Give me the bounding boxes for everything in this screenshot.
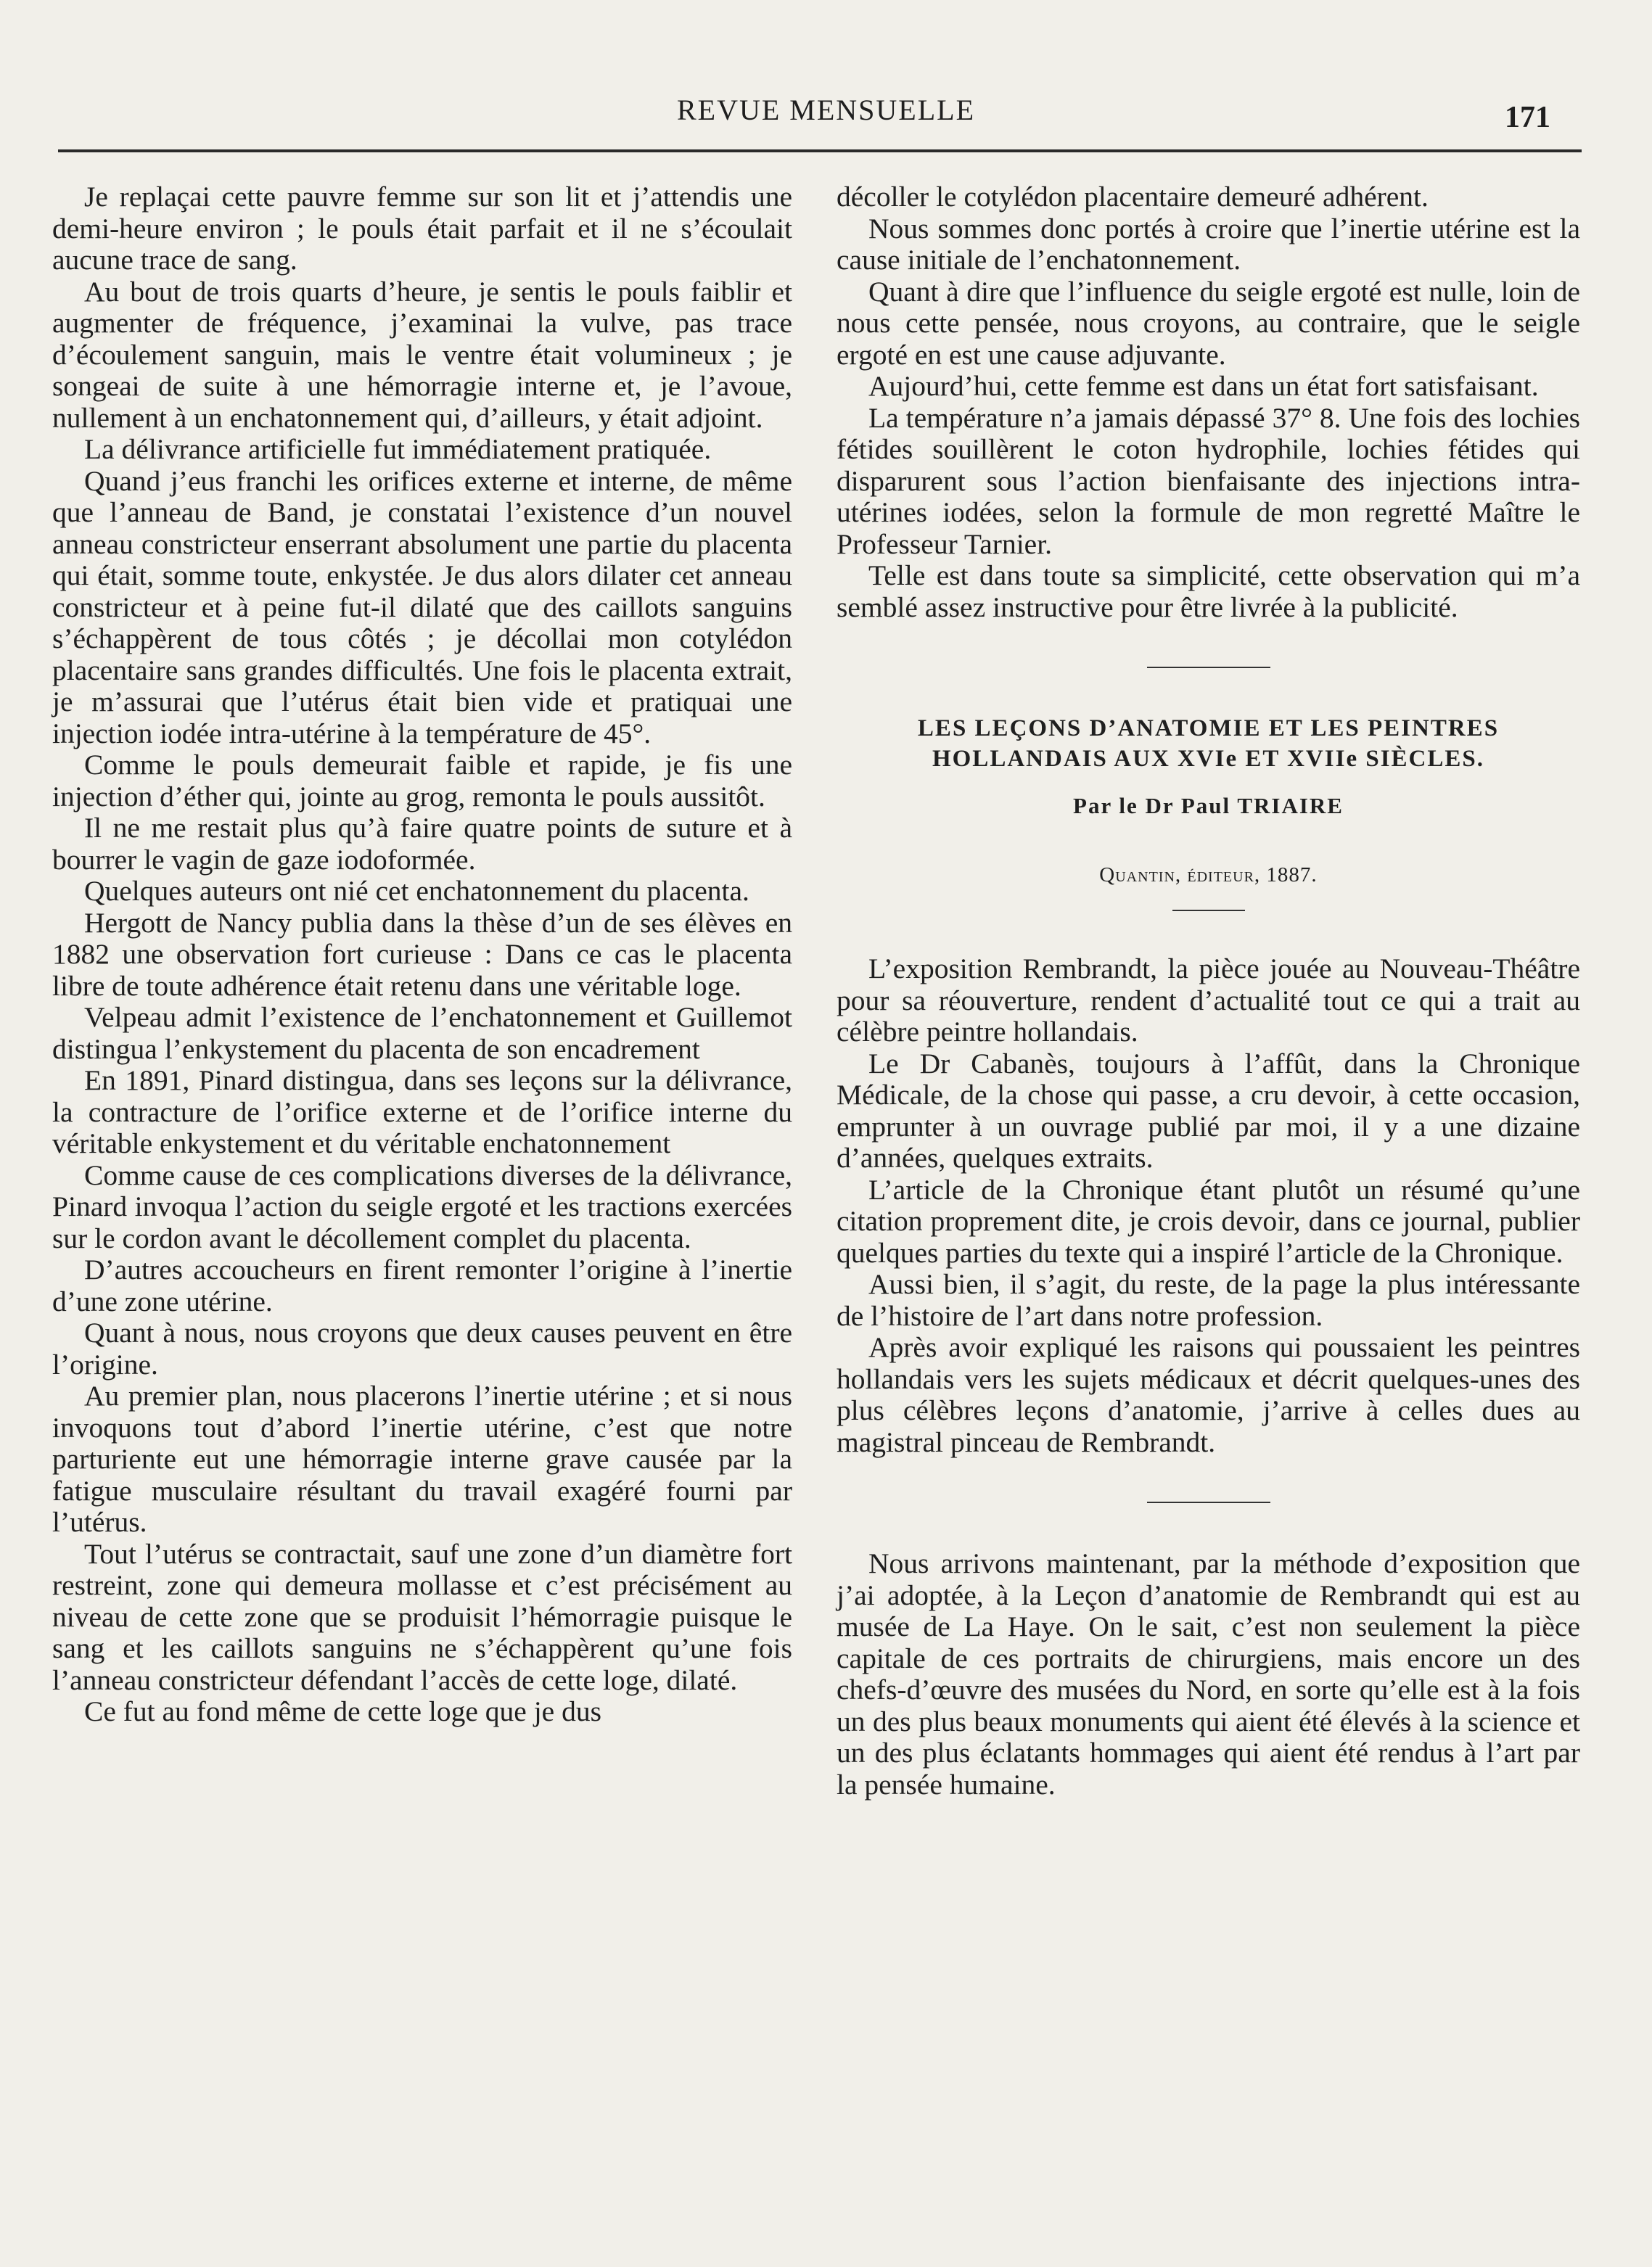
- paragraph: L’exposition Rembrandt, la pièce jouée au Nouveau-Théâtre pour sa réouverture, rendent d’actualité tout ce qui a trait au célèbre peintre hollandais.: [837, 953, 1580, 1048]
- paragraph: Telle est dans toute sa simplicité, cette observation qui m’a semblé assez instructive pour être livrée à la publicité.: [837, 559, 1580, 623]
- paragraph: La délivrance artificielle fut immédiatement pratiquée.: [84, 433, 712, 465]
- article-title-line: HOLLANDAIS AUX XVIe ET XVIIe SIÈCLES.: [932, 746, 1485, 772]
- paragraph: D’autres accoucheurs en firent remonter l’origine à l’inertie d’une zone utérine.: [52, 1254, 792, 1317]
- page-number: 171: [1505, 101, 1550, 134]
- paragraph: Le Dr Cabanès, toujours à l’affût, dans la Chronique Médicale, de la chose qui passe, a cru devoir, à cette occasion, emprunter à un ouvrage publié par moi, il y a une dizaine d’années, quelques extraits.: [837, 1047, 1580, 1174]
- article-byline: Par le Dr Paul TRIAIRE: [1073, 793, 1344, 818]
- paragraph: Je replaçai cette pauvre femme sur son lit et j’attendis une demi-heure environ ; le pouls était parfait et il ne s’écoulait aucune trace de sang.: [52, 181, 792, 276]
- paragraph: Velpeau admit l’existence de l’enchatonnement et Guillemot distingua l’enkystement du placenta de son encadrement: [52, 1001, 792, 1065]
- section-separator: [1172, 910, 1245, 911]
- paragraph: Quelques auteurs ont nié cet enchatonnement du placenta.: [84, 875, 749, 907]
- header-rule: [58, 149, 1582, 152]
- paragraph: Comme cause de ces complications diverses de la délivrance, Pinard invoqua l’action du seigle ergoté et les tractions exercées sur le cordon avant le décollement complet du placenta.: [52, 1159, 792, 1254]
- paragraph: Nous arrivons maintenant, par la méthode d’exposition que j’ai adoptée, à la Leçon d’anatomie de Rembrandt qui est au musée de La Haye. On le sait, c’est non seulement la pièce capitale de ces portraits de chirurgiens, mais encore un des chefs-d’œuvre des musées du Nord, en sorte qu’elle est à la fois un des plus beaux monuments qui aient été élevés à la science et un des plus éclatants hommages qui aient été rendus à l’art par la pensée humaine.: [837, 1547, 1580, 1801]
- paragraph: Aujourd’hui, cette femme est dans un état fort satisfaisant.: [868, 370, 1539, 402]
- paragraph: Nous sommes donc portés à croire que l’inertie utérine est la cause initiale de l’enchatonnement.: [837, 212, 1580, 276]
- paragraph: Au bout de trois quarts d’heure, je sentis le pouls faiblir et augmenter de fréquence, j’examinai la vulve, pas trace d’écoulement sanguin, mais le ventre était volumineux ; je songeai de suite à une hémorragie interne et, je l’avoue, nullement à un enchatonnement qui, d’ailleurs, y était adjoint.: [52, 275, 792, 434]
- paragraph: Comme le pouls demeurait faible et rapide, je fis une injection d’éther qui, jointe au grog, remonta le pouls aussitôt.: [52, 749, 792, 812]
- article-title: [837, 713, 1580, 774]
- left-column: [52, 181, 792, 1728]
- article-publisher: Quantin, éditeur, 1887.: [1099, 863, 1318, 886]
- paragraph: Quand j’eus franchi les orifices externe et interne, de même que l’anneau de Band, je constatai l’existence d’un nouvel anneau constricteur enserrant absolument une partie du placenta qui était, somme toute, enkystée. Je dus alors dilater cet anneau constricteur et à peine fut-il dilaté que des caillots sanguins s’échappèrent de tous côtés ; je décollai mon cotylédon placentaire sans grandes difficultés. Une fois le placenta extrait, je m’assurai que l’utérus était bien vide et pratiquai une injection iodée intra-utérine à la température de 45°.: [52, 464, 792, 749]
- paragraph-continued: décoller le cotylédon placentaire demeuré adhérent.: [837, 181, 1429, 213]
- paragraph: Quant à dire que l’influence du seigle ergoté est nulle, loin de nous cette pensée, nous croyons, au contraire, que le seigle ergoté en est une cause adjuvante.: [837, 275, 1580, 371]
- paragraph: Il ne me restait plus qu’à faire quatre points de suture et à bourrer le vagin de gaze iodoformée.: [52, 812, 792, 876]
- section-separator: [1147, 667, 1270, 668]
- paragraph: Ce fut au fond même de cette loge que je dus: [84, 1695, 601, 1727]
- paragraph: Hergott de Nancy publia dans la thèse d’un de ses élèves en 1882 une observation fort curieuse : Dans ce cas le placenta libre de toute adhérence était retenu dans une véritable loge.: [52, 906, 792, 1002]
- paragraph: En 1891, Pinard distingua, dans ses leçons sur la délivrance, la contracture de l’orifice externe et de l’orifice interne du véritable enkystement et du véritable enchatonnement: [52, 1064, 792, 1159]
- paragraph: Au premier plan, nous placerons l’inertie utérine ; et si nous invoquons tout d’abord l’inertie utérine, c’est que notre parturiente eut une hémorragie interne grave causée par la fatigue musculaire résultant du travail exagéré fourni par l’utérus.: [52, 1380, 792, 1538]
- paragraph: Après avoir expliqué les raisons qui poussaient les peintres hollandais vers les sujets médicaux et décrit quelques-unes des plus célèbres leçons d’anatomie, j’arrive à celles dues au magistral pinceau de Rembrandt.: [837, 1331, 1580, 1458]
- paragraph: L’article de la Chronique étant plutôt un résumé qu’une citation proprement dite, je crois devoir, dans ce journal, publier quelques parties du texte qui a inspiré l’article de la Chronique.: [837, 1173, 1580, 1269]
- paragraph: Quant à nous, nous croyons que deux causes peuvent en être l’origine.: [52, 1317, 792, 1381]
- right-column: [837, 181, 1580, 1801]
- section-separator: [1147, 1502, 1270, 1503]
- paragraph: Aussi bien, il s’agit, du reste, de la page la plus intéressante de l’histoire de l’art dans notre profession.: [837, 1268, 1580, 1332]
- paragraph: La température n’a jamais dépassé 37° 8. Une fois des lochies fétides souillèrent le coton hydrophile, lochies fétides qui disparurent sous l’action bienfaisante des injections intra-utérines iodées, selon la formule de mon regretté Maître le Professeur Tarnier.: [837, 401, 1580, 560]
- article-title-line: LES LEÇONS D’ANATOMIE ET LES PEINTRES: [917, 715, 1500, 741]
- running-header: REVUE MENSUELLE: [676, 94, 976, 126]
- paragraph: Tout l’utérus se contractait, sauf une zone d’un diamètre fort restreint, zone qui demeura mollasse et c’est précisément au niveau de cette zone que se produisit l’hémorragie puisque le sang et les caillots sanguins ne s’échappèrent qu’une fois l’anneau constricteur défendant l’accès de cette loge, dilaté.: [52, 1537, 792, 1696]
